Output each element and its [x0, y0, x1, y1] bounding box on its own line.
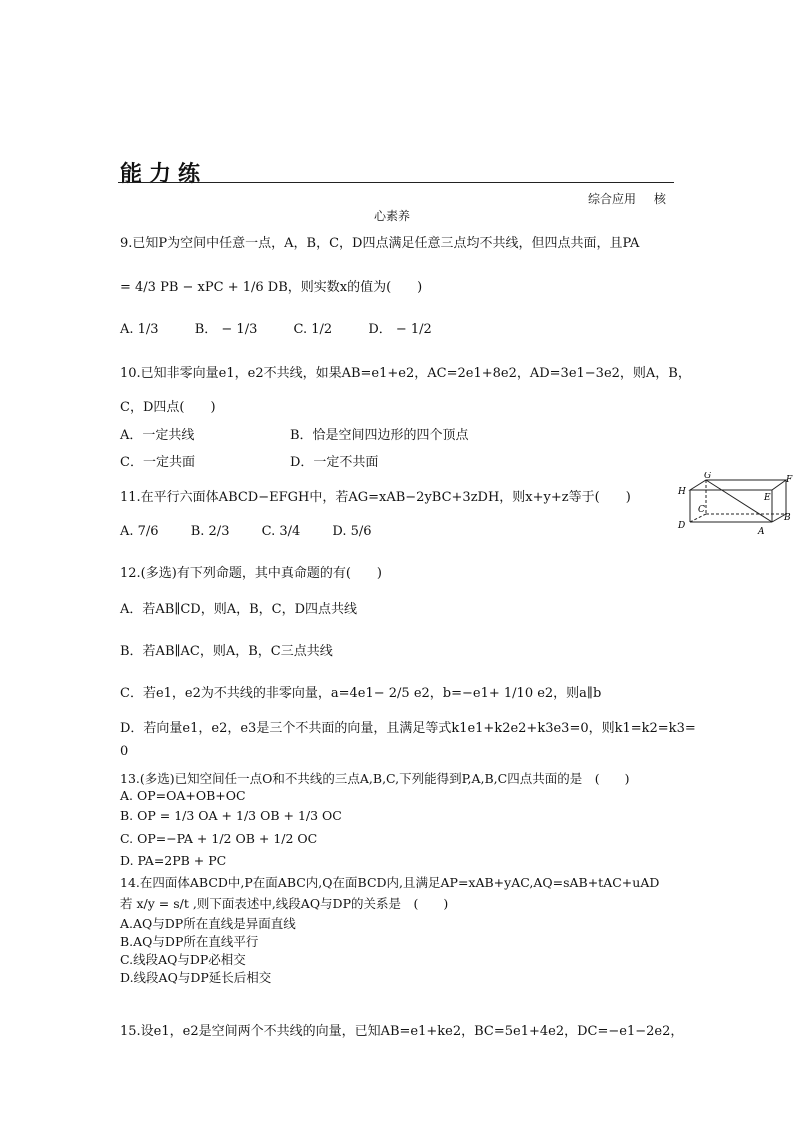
- q15-line1: 15.设e1，e2是空间两个不共线的向量，已知AB=e1+ke2，BC=5e1+4e2，DC=−e1−2e2，: [120, 1024, 684, 1039]
- q10-option-b[interactable]: B．恰是空间四边形的四个顶点: [290, 428, 469, 443]
- vertex-label-a: A: [758, 527, 765, 536]
- vertex-label-c: C: [698, 505, 705, 515]
- q12-option-a[interactable]: A．若AB∥CD，则A，B，C，D四点共线: [120, 602, 358, 617]
- vertex-label-b: B: [784, 513, 791, 523]
- q14-line1: 14.在四面体ABCD中,P在面ABC内,Q在面BCD内,且满足AP=xAB+yAC,AQ=sAB+tAC+uAD: [120, 875, 660, 890]
- q14-option-b[interactable]: B.AQ与DP所在直线平行: [120, 934, 259, 949]
- q9-options: [120, 318, 432, 337]
- q12-stem: 12.(多选)有下列命题，其中真命题的有( ): [120, 566, 382, 581]
- vertex-label-e: E: [764, 493, 771, 503]
- vertex-label-f: F: [786, 475, 793, 485]
- q10-line1: 10.已知非零向量e1，e2不共线，如果AB=e1+e2，AC=2e1+8e2，AD=3e1−3e2，则A，B，: [120, 366, 691, 381]
- q14-option-c[interactable]: C.线段AQ与DP必相交: [120, 952, 246, 967]
- parallelepiped-figure: [676, 472, 794, 536]
- q11-option-c[interactable]: C. 3/4: [261, 524, 301, 539]
- q10-option-c[interactable]: C．一定共面: [120, 455, 195, 470]
- section-title: 能力练: [120, 162, 208, 187]
- q12-option-d-line1[interactable]: D．若向量e1，e2，e3是三个不共面的向量，且满足等式k1e1+k2e2+k3e3=0，则k1=k2=k3=: [120, 721, 696, 736]
- q12-option-d-line2: 0: [120, 744, 129, 759]
- q14-option-d[interactable]: D.线段AQ与DP延长后相交: [120, 970, 272, 985]
- vertex-label-d: D: [678, 521, 686, 531]
- q14-line2: 若 x/y = s/t ,则下面表述中,线段AQ与DP的关系是 ( ): [120, 896, 449, 911]
- q9-stem: 9.已知P为空间中任意一点，A，B，C，D四点满足任意三点均不共线，但四点共面，且PA: [120, 236, 640, 251]
- q14-option-a[interactable]: A.AQ与DP所在直线是异面直线: [120, 916, 296, 931]
- q9-option-b[interactable]: B． − 1/3: [194, 322, 258, 337]
- title-rule: [118, 182, 674, 183]
- q13-option-d[interactable]: D. PA=2PB + PC: [120, 853, 227, 868]
- q13-option-a[interactable]: A. OP=OA+OB+OC: [120, 788, 246, 803]
- q12-option-b[interactable]: B．若AB∥AC，则A，B，C三点共线: [120, 644, 333, 659]
- q13-option-b[interactable]: B. OP = 1/3 OA + 1/3 OB + 1/3 OC: [120, 808, 342, 823]
- q9-line1: [120, 232, 639, 251]
- q11-option-d[interactable]: D. 5/6: [332, 524, 372, 539]
- q11-option-a[interactable]: A. 7/6: [120, 524, 159, 539]
- q12-option-c[interactable]: C．若e1，e2为不共线的非零向量，a=4e1− 2/5 e2，b=−e1+ 1/10 e2，则a∥b: [120, 686, 602, 701]
- q10-option-d[interactable]: D．一定不共面: [290, 455, 379, 470]
- q9-option-a[interactable]: A. 1/3: [120, 322, 159, 337]
- q9-line2: = 4/3 PB − xPC + 1/6 DB，则实数x的值为( ): [120, 280, 423, 295]
- q11-option-b[interactable]: B. 2/3: [190, 524, 230, 539]
- section-tag-line1: 综合应用 核: [588, 192, 666, 206]
- vertex-label-h: H: [678, 487, 686, 497]
- vertex-label-g: G: [704, 472, 712, 481]
- q10-option-a[interactable]: A．一定共线: [120, 428, 195, 443]
- q13-option-c[interactable]: C. OP=−PA + 1/2 OB + 1/2 OC: [120, 831, 318, 846]
- q11-line1: 11.在平行六面体ABCD−EFGH中，若AG=xAB−2yBC+3zDH，则x+y+z等于( ): [120, 490, 631, 505]
- q10-line2: C，D四点( ): [120, 400, 216, 415]
- q11-options: [120, 524, 372, 539]
- q13-stem: 13.(多选)已知空间任一点O和不共线的三点A,B,C,下列能得到P,A,B,C四点共面的是 ( ): [120, 771, 630, 786]
- section-tag-line2: 心素养: [374, 209, 411, 223]
- q9-option-c[interactable]: C. 1/2: [293, 322, 333, 337]
- q9-option-d[interactable]: D． − 1/2: [368, 322, 432, 337]
